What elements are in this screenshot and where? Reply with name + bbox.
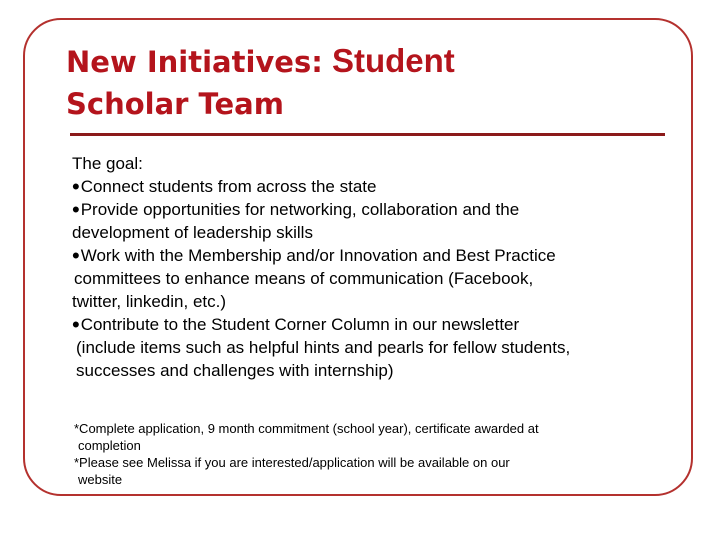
bullet-continuation: (include items such as helpful hints and pearls for fellow students, — [76, 338, 571, 357]
bullet-dot-icon: • — [72, 312, 80, 337]
footnotes — [74, 420, 674, 488]
bullet-dot-icon: • — [72, 197, 80, 222]
bullet-continuation: development of leadership skills — [72, 223, 313, 242]
bullet-item: •Work with the Membership and/or Innovation and Best Practice — [72, 243, 556, 268]
footnote-line: completion — [78, 438, 141, 453]
bullet-item: •Contribute to the Student Corner Column in our newsletter — [72, 312, 520, 337]
bullet-continuation: successes and challenges with internship) — [76, 361, 394, 380]
bullet-item: •Connect students from across the state — [72, 174, 377, 199]
goal-heading: The goal: — [72, 154, 143, 173]
bullet-dot-icon: • — [72, 243, 80, 268]
footnote-line: website — [78, 472, 123, 487]
footnote-line: *Please see Melissa if you are interested/application will be available on our — [74, 455, 510, 470]
title-part-3: Scholar Team — [66, 87, 284, 121]
bullet-item: •Provide opportunities for networking, collaboration and the — [72, 197, 520, 222]
bullet-dot-icon: • — [72, 174, 80, 199]
title-divider — [70, 133, 665, 136]
slide-body — [72, 152, 682, 382]
bullet-continuation: committees to enhance means of communication (Facebook, — [74, 269, 534, 288]
title-part-1: New Initiatives: — [66, 45, 323, 79]
slide-title — [66, 40, 666, 125]
footnote-line: *Complete application, 9 month commitment (school year), certificate awarded at — [74, 421, 539, 436]
title-part-2: Student — [331, 42, 455, 79]
bullet-continuation: twitter, linkedin, etc.) — [72, 292, 227, 311]
